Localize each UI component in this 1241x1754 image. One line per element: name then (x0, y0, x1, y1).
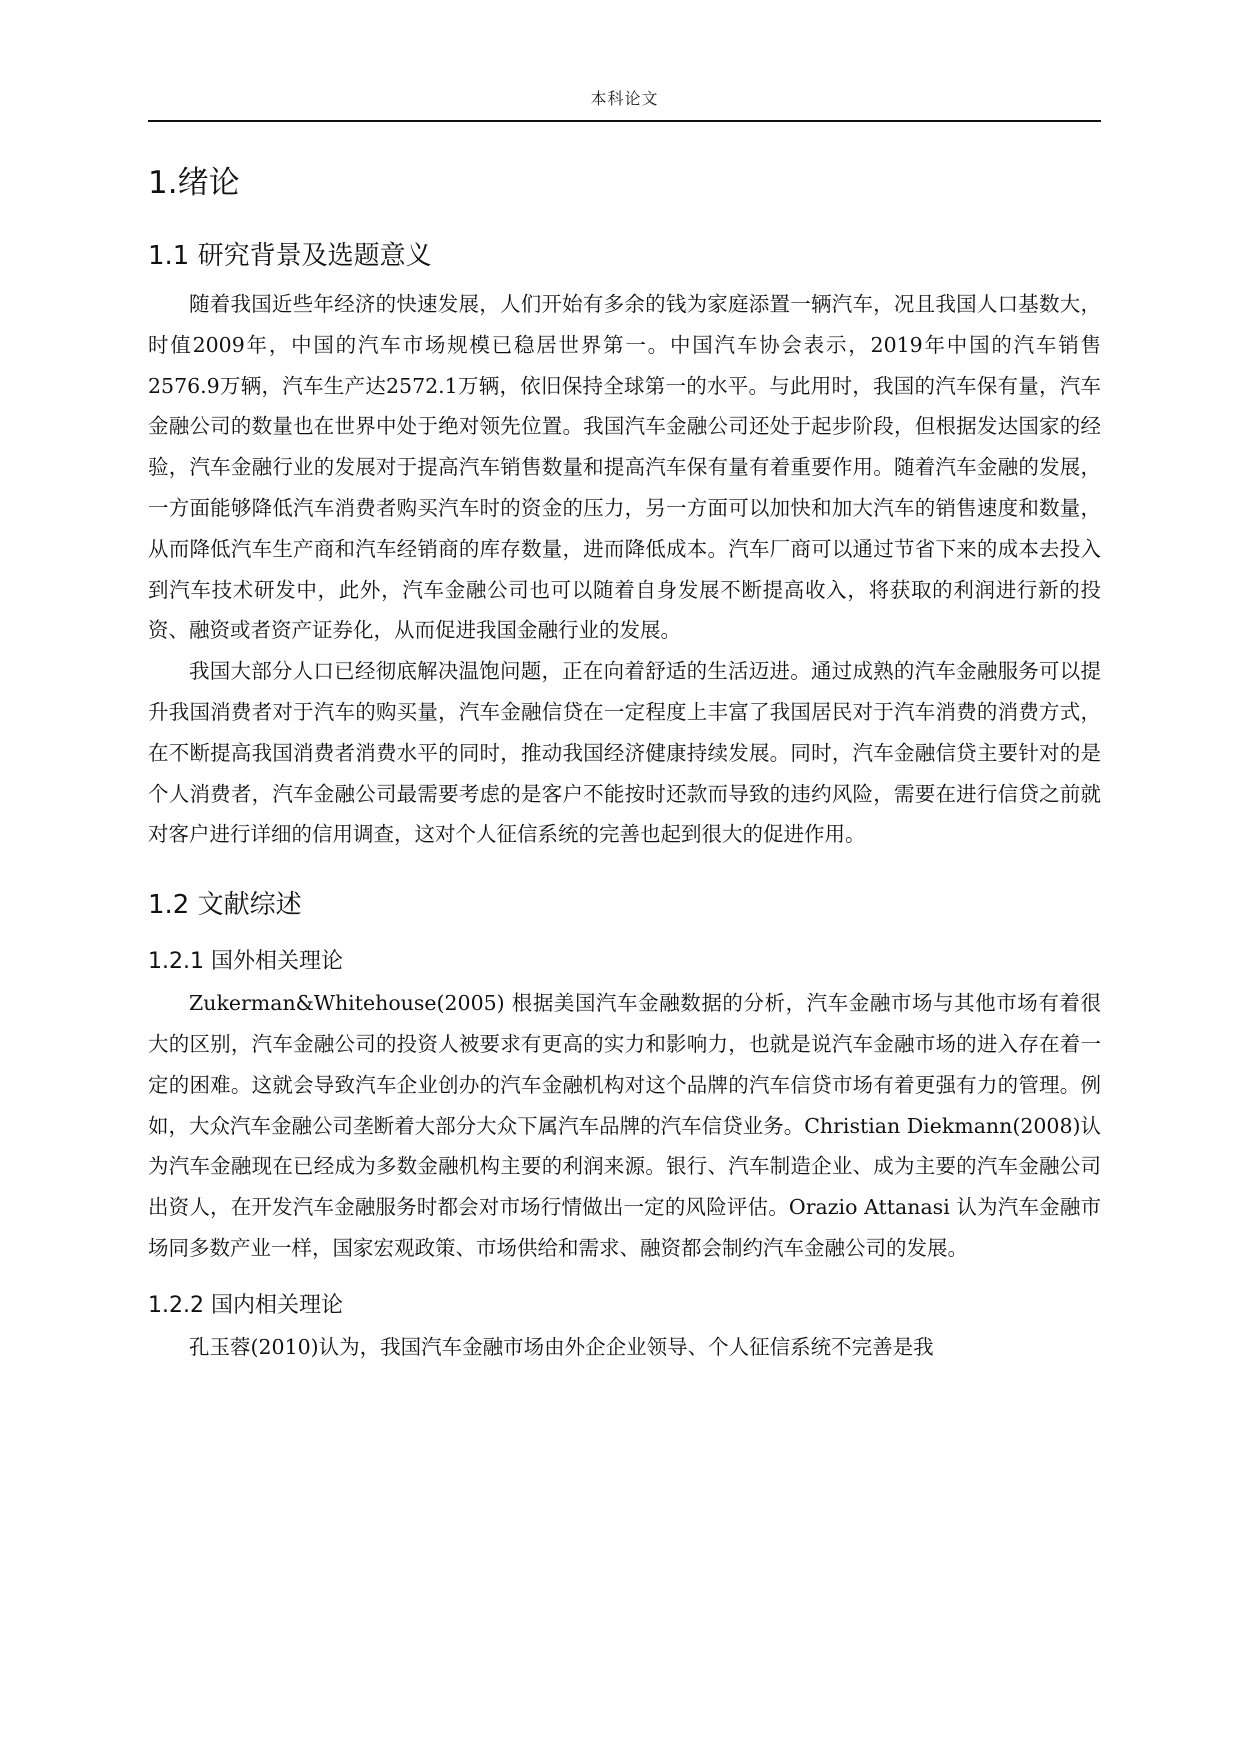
main-content (148, 160, 1101, 1368)
paragraph-1-1-a: 随着我国近些年经济的快速发展，人们开始有多余的钱为家庭添置一辆汽车，况且我国人口基数大，时值2009年，中国的汽车市场规模已稳居世界第一。中国汽车协会表示，2019年中国的汽车销售2576.9万辆，汽车生产达2572.1万辆，依旧保持全球第一的水平。与此用时，我国的汽车保有量，汽车金融公司的数量也在世界中处于绝对领先位置。我国汽车金融公司还处于起步阶段，但根据发达国家的经验，汽车金融行业的发展对于提高汽车销售数量和提高汽车保有量有着重要作用。随着汽车金融的发展，一方面能够降低汽车消费者购买汽车时的资金的压力，另一方面可以加快和加大汽车的销售速度和数量，从而降低汽车生产商和汽车经销商的库存数量，进而降低成本。汽车厂商可以通过节省下来的成本去投入到汽车技术研发中，此外，汽车金融公司也可以随着自身发展不断提高收入，将获取的利润进行新的投资、融资或者资产证券化，从而促进我国金融行业的发展。 (148, 292, 1101, 643)
running-header: 本科论文 (590, 89, 659, 108)
chapter-title: 1.绪论 (148, 165, 240, 201)
section-title-1-2: 1.2 文献综述 (148, 890, 302, 921)
header-divider (148, 120, 1101, 122)
paragraph-1-2-1: Zukerman&Whitehouse(2005) 根据美国汽车金融数据的分析，汽车金融市场与其他市场有着很大的区别，汽车金融公司的投资人被要求有更高的实力和影响力，也就是说汽车金融市场的进入存在着一定的困难。这就会导致汽车企业创办的汽车金融机构对这个品牌的汽车信贷市场有着更强有力的管理。例如，大众汽车金融公司垄断着大部分大众下属汽车品牌的汽车信贷业务。Christian Diekmann(2008)认为汽车金融现在已经成为多数金融机构主要的利润来源。银行、汽车制造企业、成为主要的汽车金融公司出资人，在开发汽车金融服务时都会对市场行情做出一定的风险评估。Orazio Attanasi 认为汽车金融市场同多数产业一样，国家宏观政策、市场供给和需求、融资都会制约汽车金融公司的发展。 (148, 991, 1101, 1260)
section-title-1-1: 1.1 研究背景及选题意义 (148, 241, 432, 271)
paragraph-1-2-2: 孔玉蓉(2010)认为，我国汽车金融市场由外企企业领导、个人征信系统不完善是我 (189, 1334, 934, 1359)
subsection-title-1-2-2: 1.2.2 国内相关理论 (148, 1292, 343, 1318)
paragraph-1-1-b: 我国大部分人口已经彻底解决温饱问题，正在向着舒适的生活迈进。通过成熟的汽车金融服务可以提升我国消费者对于汽车的购买量，汽车金融信贷在一定程度上丰富了我国居民对于汽车消费的消费方式，在不断提高我国消费者消费水平的同时，推动我国经济健康持续发展。同时，汽车金融信贷主要针对的是个人消费者，汽车金融公司最需要考虑的是客户不能按时还款而导致的违约风险，需要在进行信贷之前就对客户进行详细的信用调查，这对个人征信系统的完善也起到很大的促进作用。 (148, 659, 1101, 847)
subsection-title-1-2-1: 1.2.1 国外相关理论 (148, 949, 343, 975)
